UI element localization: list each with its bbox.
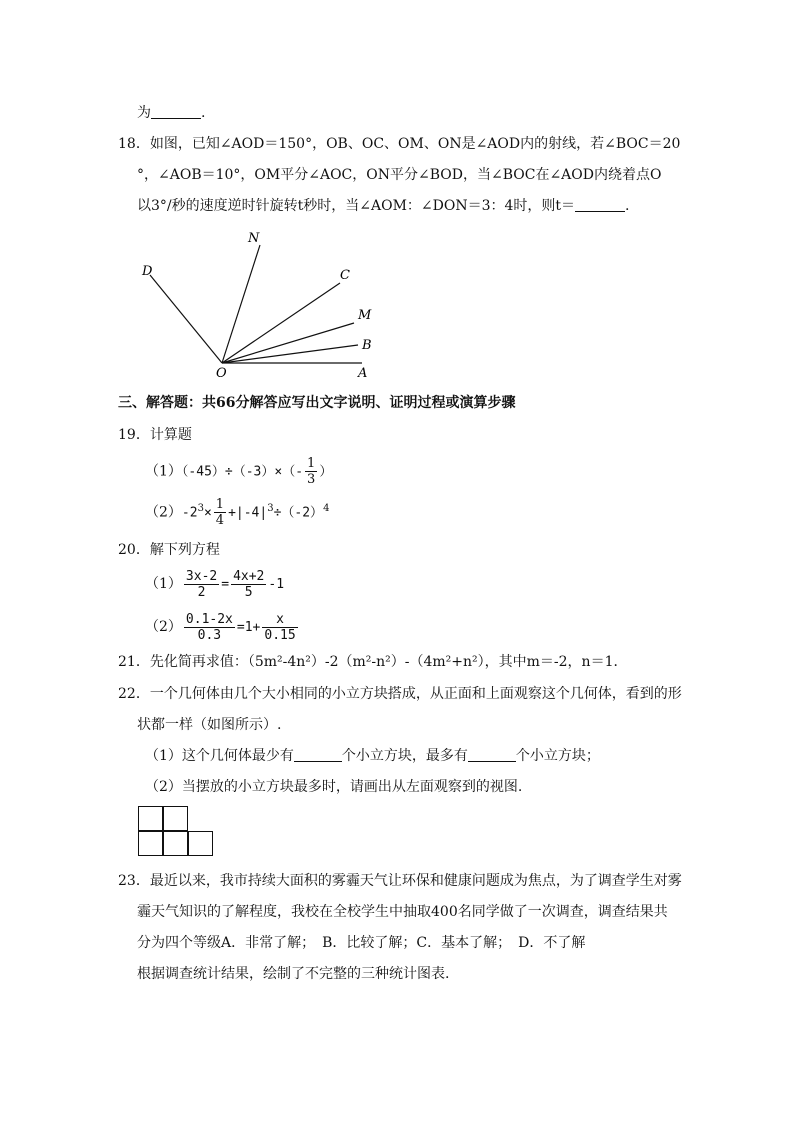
q22-part1: （1）这个几何体最少有 个小立方块，最多有 个小立方块；	[145, 748, 600, 764]
q22-line1: 22．一个几何体由几个大小相同的小立方块搭成，从正面和上面观察这个几何体，看到的形	[118, 686, 682, 702]
fraction: $\frac{3x-2}{2}$	[185, 568, 218, 600]
ray-om	[222, 323, 354, 363]
section-heading: 三、解答题：共66分解答应写出文字说明、证明过程或演算步骤	[118, 395, 516, 411]
fraction: $\frac{x}{0.15}$	[264, 611, 296, 643]
q17-tail: 为 .	[137, 105, 206, 121]
grid-cell	[163, 806, 188, 831]
q18-answer-blank[interactable]	[575, 197, 625, 212]
q23-line4: 根据调查统计结果，绘制了不完整的三种统计图表.	[137, 966, 450, 982]
label-b: B	[362, 338, 372, 353]
q21-text: 21．先化简再求值：（5m²-4n²）-2（m²-n²）-（4m²+n²），其中m＝-2，n＝1．	[118, 654, 628, 670]
q18-line1: 18．如图，已知∠AOD＝150°，OB、OC、OM、ON是∠AOD内的射线，若∠BOC＝20	[118, 136, 681, 152]
q22-part2: （2）当摆放的小立方块最多时，请画出从左面观察到的视图.	[145, 779, 523, 795]
fraction: $\frac{4x+2}{5}$	[233, 568, 265, 600]
label-n: N	[248, 231, 260, 246]
fraction: $\frac{0.1-2x}{0.3}$	[185, 611, 233, 643]
grid-cell	[138, 806, 163, 831]
q18-line2: °，∠AOB＝10°，OM平分∠AOC，ON平分∠BOD，当∠BOC在∠AOD内绕着点O	[137, 167, 662, 183]
grid-cell	[188, 831, 213, 856]
fraction: $\frac{1}{3}$	[307, 456, 316, 487]
q19-title: 19．计算题	[118, 427, 192, 443]
grid-cell	[163, 831, 188, 856]
q23-line1: 23．最近以来，我市持续大面积的雾霾天气让环保和健康问题成为焦点，为了调查学生对雾	[118, 873, 682, 889]
q17-answer-blank[interactable]	[151, 104, 201, 119]
q18-line3: 以3°/秒的速度逆时针旋转t秒时，当∠AOM：∠DON＝3：4时，则t＝ .	[137, 198, 630, 214]
q22-min-blank[interactable]	[294, 747, 342, 762]
ray-ob	[222, 345, 358, 363]
q22-line2: 状都一样（如图所示）.	[137, 717, 282, 733]
label-d: D	[142, 264, 153, 279]
q23-line3: 分为四个等级A．非常了解； B．比较了解；C．基本了解； D．不了解	[137, 935, 586, 951]
q20-title: 20．解下列方程	[118, 542, 220, 558]
ray-on	[222, 245, 260, 363]
label-a: A	[358, 366, 368, 380]
q23-line2: 霾天气知识的了解程度，我校在全校学生中抽取400名同学做了一次调查，调查结果共	[137, 904, 668, 920]
ray-od	[150, 275, 222, 363]
angle-figure	[130, 225, 390, 380]
q19-part2: $(2)-2^3\times$ $\frac{1}{4}$ $+|-4|^3\div(-2)^4$	[145, 497, 330, 528]
grid-cell	[138, 831, 163, 856]
q20-eq2: （2） $\frac{0.1-2x}{0.3}$ =1+ $\frac{x}{0.15}$	[145, 611, 296, 643]
q19-part1: （1）（-45）÷（-3）×（- $\frac{1}{3}$ ）	[145, 456, 333, 487]
ray-oc	[222, 283, 340, 363]
label-c: C	[340, 268, 350, 283]
label-o: O	[216, 366, 227, 380]
q20-eq1: （1） $\frac{3x-2}{2}$ = $\frac{4x+2}{5}$ -1	[145, 568, 285, 600]
q22-max-blank[interactable]	[468, 747, 516, 762]
label-m: M	[358, 308, 372, 323]
fraction: $\frac{1}{4}$	[215, 497, 225, 528]
